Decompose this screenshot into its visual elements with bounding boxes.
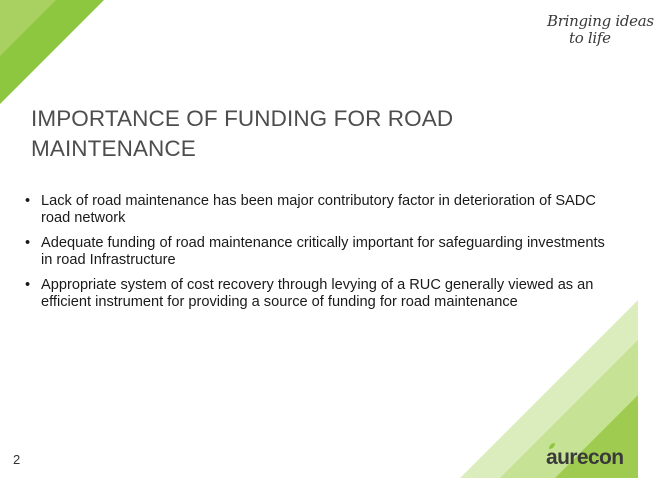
bullet-list (24, 193, 614, 319)
bullet-item (24, 277, 614, 311)
bullet-text: Appropriate system of cost recovery through levying of a RUC generally viewed as an efficient instrument for providing a source of funding for road maintenance (41, 277, 594, 310)
bullet-text: Adequate funding of road maintenance critically important for safeguarding investments in road Infrastructure (41, 235, 605, 268)
bullet-item (24, 235, 614, 269)
bullet-glyph: • (25, 277, 31, 293)
tagline (535, 12, 654, 52)
bullet-glyph: • (25, 193, 31, 209)
logo-text: aurecon (546, 446, 624, 469)
tagline-line-1: Bringing ideas (547, 12, 654, 30)
tagline-line-2: to life (569, 29, 611, 47)
bullet-glyph: • (25, 235, 31, 251)
page-number: 2 (13, 452, 21, 467)
aurecon-logo (545, 443, 630, 471)
slide-title: IMPORTANCE OF FUNDING FOR ROAD MAINTENANCE (31, 106, 454, 161)
bullet-text: Lack of road maintenance has been major contributory factor in deterioration of SADC road network (41, 193, 596, 226)
bullet-item (24, 193, 614, 227)
